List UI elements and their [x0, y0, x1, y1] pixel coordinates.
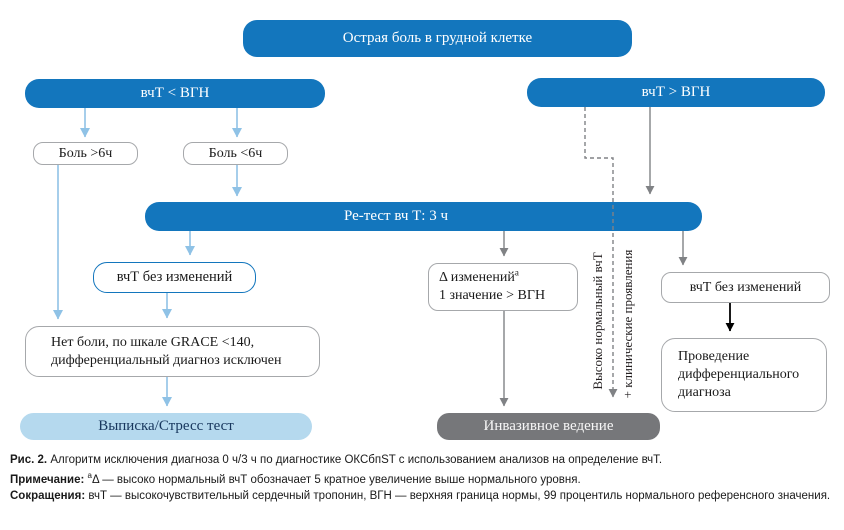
caption-note-text: Δ — высоко нормальный вчТ обозначает 5 кратное увеличение выше нормального уровня.: [91, 473, 581, 486]
vertical-label-high-normal-hstn: Высоко нормальный вчТ: [590, 252, 605, 390]
node-hstn-above-uln-label: вчТ > ВГН: [641, 84, 711, 100]
grace-line2: дифференциальный диагноз исключен: [51, 352, 282, 368]
node-delta-change: [428, 263, 578, 311]
node-differential-diagnosis-text: [678, 348, 799, 402]
node-hstn-above-uln: [527, 78, 825, 107]
caption-figure-text: Алгоритм исключения диагноза 0 ч/3 ч по диагностике ОКСбпST с использованием анализов на определение вчТ.: [47, 454, 663, 466]
grace-line1: Нет боли, по шкале GRACE <140,: [51, 334, 255, 350]
node-no-change-left: [93, 262, 256, 293]
node-grace: [25, 326, 320, 377]
node-hstn-below-uln: [25, 79, 325, 108]
node-differential-diagnosis: [661, 338, 827, 412]
node-discharge-stress-test-label: Выписка/Стресс тест: [98, 418, 234, 434]
caption-figure-label: Рис. 2.: [10, 454, 48, 466]
node-no-change-right-label: вчТ без изменений: [689, 279, 802, 295]
caption-abbr-line: [10, 488, 838, 504]
delta-line1: Δ изменений: [439, 269, 515, 285]
node-acute-chest-pain-label: Острая боль в грудной клетке: [342, 30, 533, 46]
node-pain-lt-6h-label: Боль <6ч: [208, 145, 263, 161]
node-no-change-right: [661, 272, 830, 303]
node-delta-change-text: [439, 266, 546, 306]
node-pain-gt-6h-label: Боль >6ч: [58, 145, 113, 161]
node-discharge-stress-test: [20, 413, 312, 440]
caption-note-label: Примечание:: [10, 473, 85, 486]
node-hstn-below-uln-label: вчТ < ВГН: [140, 85, 210, 101]
figure-caption: [10, 452, 838, 504]
caption-figure-line: [10, 452, 838, 468]
node-acute-chest-pain: [243, 20, 632, 57]
caption-abbr-text: вчТ — высокочувствительный сердечный тропонин, ВГН — верхняя граница нормы, 99 процентиль нормального референсного значения.: [85, 489, 831, 502]
vertical-label-clinical-signs: + клинические проявления: [620, 249, 635, 399]
caption-abbr-label: Сокращения:: [10, 489, 86, 502]
diff-line3: диагноза: [678, 385, 731, 400]
node-invasive-management-label: Инвазивное ведение: [483, 418, 614, 434]
caption-note-superscript: a: [87, 471, 92, 480]
delta-line2: 1 значение > ВГН: [439, 288, 546, 303]
node-invasive-management: [437, 413, 660, 440]
node-retest-3h-label: Ре-тест вч Т: 3 ч: [343, 208, 449, 224]
node-no-change-left-label: вчТ без изменений: [116, 269, 233, 285]
node-grace-text: [51, 334, 281, 370]
diff-line1: Проведение: [678, 349, 750, 364]
caption-note-line: [10, 468, 838, 488]
delta-superscript: a: [514, 266, 519, 277]
node-retest-3h: [145, 202, 702, 231]
diff-line2: дифференциального: [678, 367, 800, 382]
node-pain-gt-6h: [33, 142, 138, 165]
node-pain-lt-6h: [183, 142, 288, 165]
